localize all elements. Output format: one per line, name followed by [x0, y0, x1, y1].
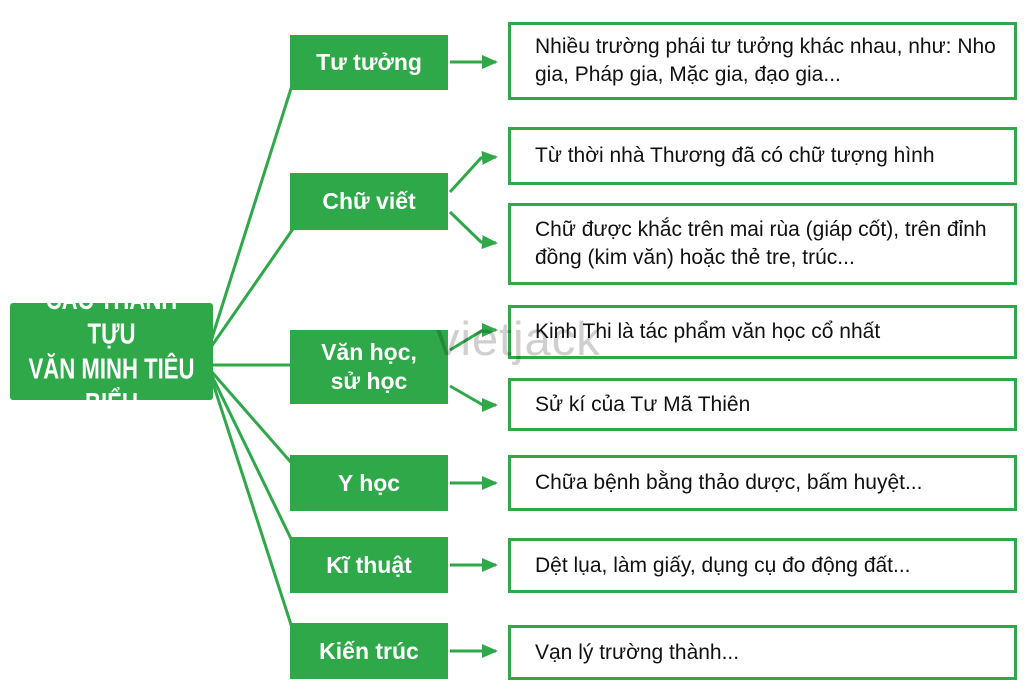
- detail-box-van-hoc: Kinh Thi là tác phẩm văn học cổ nhất: [508, 305, 1017, 359]
- root-node: [10, 283, 213, 419]
- branch-node-chu-viet: Chữ viết: [290, 173, 448, 230]
- detail-box-y-hoc: Chữa bệnh bằng thảo dược, bấm huyệt...: [508, 455, 1017, 511]
- branch-node-ki-thuat: Kĩ thuật: [290, 537, 448, 593]
- detail-box-ki-thuat: Dệt lụa, làm giấy, dụng cụ đo động đất...: [508, 538, 1017, 593]
- detail-box-su-hoc: Sử kí của Tư Mã Thiên: [508, 378, 1017, 431]
- branch-node-tu-tuong: Tư tưởng: [290, 35, 448, 90]
- branch-node-y-hoc: Y học: [290, 455, 448, 511]
- branch-node-van-hoc-su-hoc: Văn học, sử học: [290, 330, 448, 404]
- root-node-label: CÁC THÀNH TỰU VĂN MINH TIÊU BIỂU: [28, 283, 195, 419]
- detail-box-chu-viet-1: Từ thời nhà Thương đã có chữ tượng hình: [508, 127, 1017, 185]
- detail-box-chu-viet-2: Chữ được khắc trên mai rùa (giáp cốt), trên đỉnh đồng (kim văn) hoặc thẻ tre, trúc...: [508, 203, 1017, 285]
- branch-node-kien-truc: Kiến trúc: [290, 623, 448, 679]
- vietjack-watermark: vietjack: [436, 312, 601, 365]
- detail-box-kien-truc: Vạn lý trường thành...: [508, 625, 1017, 680]
- detail-box-tu-tuong: Nhiều trường phái tư tưởng khác nhau, như: Nho gia, Pháp gia, Mặc gia, đạo gia...: [508, 22, 1017, 100]
